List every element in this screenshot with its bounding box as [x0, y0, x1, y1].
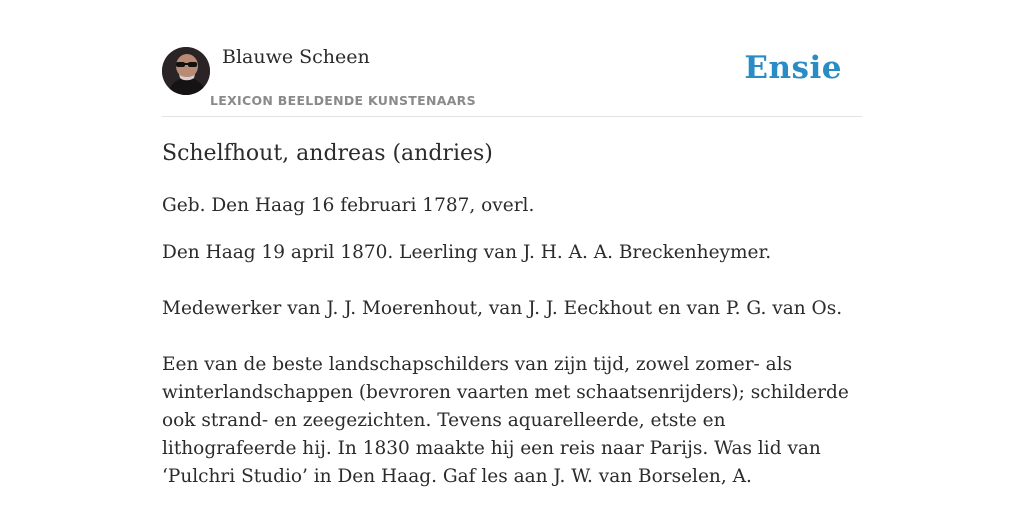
lexicon-link[interactable]: LEXICON BEELDENDE KUNSTENAARS	[210, 93, 476, 108]
entry-title: Schelfhout, andreas (andries)	[162, 141, 493, 166]
person-icon	[162, 47, 210, 95]
entry-paragraph: Een van de beste landschapschilders van zijn tijd, zowel zomer- als winterlandschappen (bevroren vaarten met schaatsenrijders); schilderde ook strand- en zeegezichten. Tevens aquarelleerde, etste en lithografeerde hij. In 1830 maakte hij een reis naar Parijs. Was lid van ‘Pulchri Studio’ in Den Haag. Gaf les aan J. W. van Borselen, A.	[162, 354, 849, 487]
entry-paragraph: Geb. Den Haag 16 februari 1787, overl.	[162, 195, 535, 216]
ensie-logo[interactable]: Ensie	[744, 50, 842, 86]
page-header	[162, 46, 862, 117]
entry-paragraph: Den Haag 19 april 1870. Leerling van J. H. A. A. Breckenheymer.	[162, 242, 772, 263]
author-avatar[interactable]	[162, 47, 210, 95]
entry-content	[162, 138, 862, 491]
author-name[interactable]: Blauwe Scheen	[222, 46, 370, 68]
entry-paragraph: Medewerker van J. J. Moerenhout, van J. J. Eeckhout en van P. G. van Os.	[162, 298, 843, 319]
